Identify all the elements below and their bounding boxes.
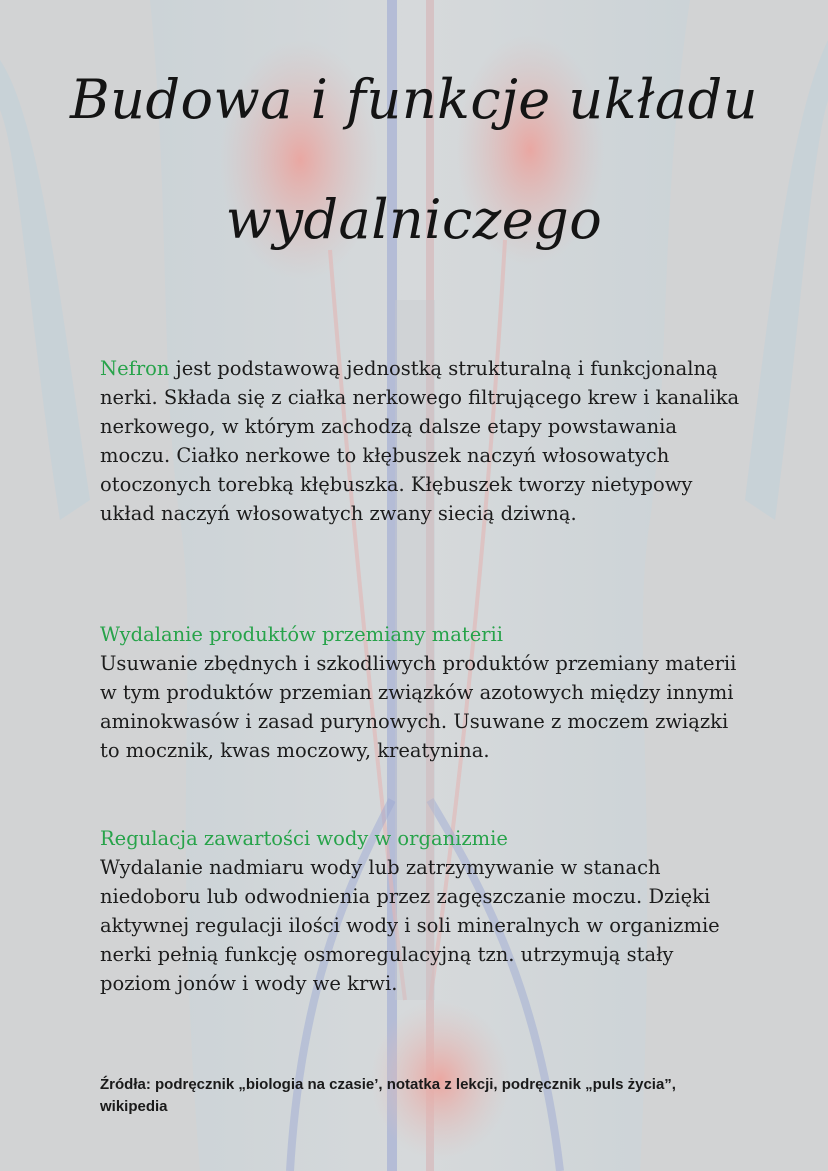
- excretion-text: Usuwanie zbędnych i szkodliwych produktów przemiany materii w tym produktów przemian związków azotowych między innymi aminokwasów i zasad purynowych. Usuwane z moczem związki to mocznik, kwas moczowy, kreatynina.: [100, 652, 737, 762]
- page-title-line-2: wydalniczego: [225, 188, 603, 251]
- nefron-paragraph: [100, 354, 740, 528]
- excretion-section: [100, 620, 740, 765]
- water-regulation-heading: Regulacja zawartości wody w organizmie: [100, 827, 508, 850]
- nefron-term: Nefron: [100, 357, 170, 380]
- sources-note: Źródła: podręcznik „biologia na czasie’, notatka z lekcji, podręcznik „puls życia”, wikipedia: [100, 1076, 676, 1115]
- page-title-line-1: Budowa i funkcje układu: [70, 68, 758, 131]
- water-regulation-section: [100, 824, 740, 998]
- excretion-heading: Wydalanie produktów przemiany materii: [100, 623, 504, 646]
- water-regulation-text: Wydalanie nadmiaru wody lub zatrzymywanie w stanach niedoboru lub odwodnienia przez zagęszczanie moczu. Dzięki aktywnej regulacji ilości wody i soli mineralnych w organizmie nerki pełnią funkcję osmoregulacyjną tzn. utrzymują stały poziom jonów i wody we krwi.: [100, 856, 720, 995]
- nefron-description: jest podstawową jednostką strukturalną i funkcjonalną nerki. Składa się z ciałka nerkowego filtrującego krew i kanalika nerkowego, w którym zachodzą dalsze etapy powstawania moczu. Ciałko nerkowe to kłębuszek naczyń włosowatych otoczonych torebką kłębuszka. Kłębuszek tworzy nietypowy układ naczyń włosowatych zwany siecią dziwną.: [100, 357, 740, 525]
